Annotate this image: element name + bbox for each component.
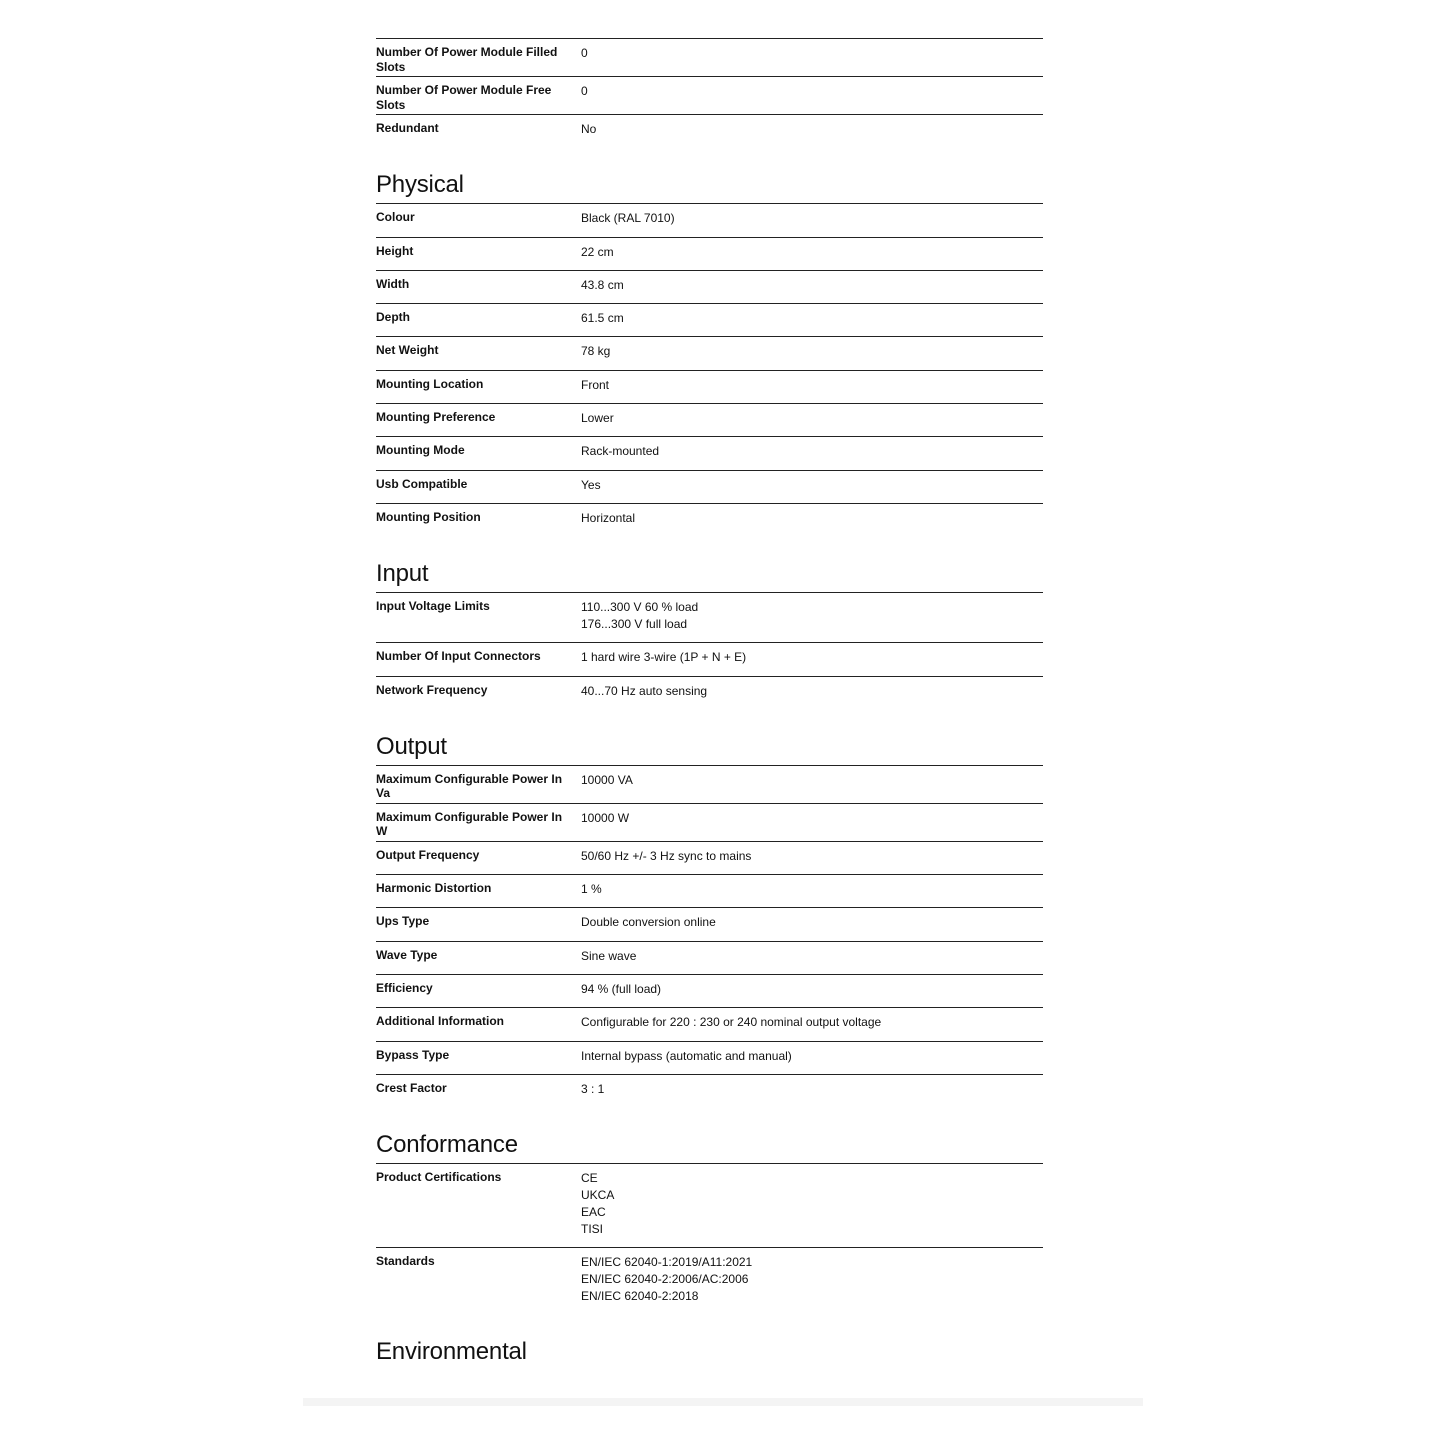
spec-value bbox=[581, 1042, 1043, 1065]
spec-label: Number Of Power Module Free Slots bbox=[376, 83, 552, 112]
spec-sheet bbox=[376, 38, 1043, 1370]
section-rows bbox=[376, 592, 1043, 709]
spec-label: Number Of Power Module Filled Slots bbox=[376, 45, 558, 74]
spec-value-line: 43.8 cm bbox=[581, 277, 624, 292]
spec-value bbox=[581, 677, 1043, 700]
spec-label: Mounting Preference bbox=[376, 410, 496, 425]
section-title: Environmental bbox=[376, 1338, 527, 1366]
spec-row bbox=[376, 38, 1043, 76]
spec-row bbox=[376, 841, 1043, 874]
section-title: Conformance bbox=[376, 1131, 518, 1159]
spec-value-line: Sine wave bbox=[581, 948, 637, 963]
spec-value bbox=[581, 404, 1043, 427]
spec-label: Additional Information bbox=[376, 1014, 504, 1029]
spec-label: Product Certifications bbox=[376, 1170, 502, 1185]
spec-value bbox=[581, 1164, 1043, 1238]
sections bbox=[376, 147, 1043, 1370]
spec-value bbox=[581, 942, 1043, 965]
spec-row bbox=[376, 370, 1043, 403]
section-title: Input bbox=[376, 560, 429, 588]
spec-value-line: No bbox=[581, 122, 597, 136]
spec-label: Wave Type bbox=[376, 947, 438, 962]
spec-label: Standards bbox=[376, 1254, 435, 1269]
spec-value-line: 0 bbox=[581, 46, 588, 60]
spec-label: Mounting Position bbox=[376, 509, 481, 524]
spec-value bbox=[581, 504, 1043, 527]
section-title: Physical bbox=[376, 171, 464, 199]
spec-row bbox=[376, 974, 1043, 1007]
spec-value-line: Lower bbox=[581, 411, 614, 426]
spec-label: Harmonic Distortion bbox=[376, 881, 492, 896]
spec-label: Network Frequency bbox=[376, 682, 488, 697]
spec-value-line: 22 cm bbox=[581, 244, 614, 259]
spec-value-line: EN/IEC 62040-1:2019/A11:2021 bbox=[581, 1255, 753, 1270]
spec-row bbox=[376, 76, 1043, 114]
top-rows bbox=[376, 38, 1043, 147]
section-physical bbox=[376, 147, 1043, 536]
spec-label: Maximum Configurable Power In Va bbox=[376, 771, 563, 801]
spec-value-line: EAC bbox=[581, 1205, 606, 1220]
section-rows bbox=[376, 203, 1043, 536]
spec-label: Redundant bbox=[376, 121, 439, 135]
spec-value bbox=[581, 271, 1043, 294]
spec-value-line: 50/60 Hz +/- 3 Hz sync to mains bbox=[581, 848, 752, 863]
spec-label: Output Frequency bbox=[376, 847, 480, 862]
spec-label: Colour bbox=[376, 210, 415, 225]
spec-row bbox=[376, 642, 1043, 675]
spec-value-line: 78 kg bbox=[581, 344, 611, 359]
spec-row bbox=[376, 403, 1043, 436]
spec-label: Maximum Configurable Power In W bbox=[376, 809, 563, 839]
section-conformance bbox=[376, 1107, 1043, 1314]
spec-value bbox=[581, 77, 1043, 100]
spec-label: Depth bbox=[376, 310, 410, 325]
spec-row bbox=[376, 270, 1043, 303]
spec-value-line: 1 hard wire 3-wire (1P + N + E) bbox=[581, 650, 747, 665]
spec-value bbox=[581, 471, 1043, 494]
spec-value bbox=[581, 204, 1043, 227]
spec-label: Usb Compatible bbox=[376, 476, 468, 491]
section-title: Output bbox=[376, 732, 447, 760]
spec-value bbox=[581, 371, 1043, 394]
spec-label: Height bbox=[376, 243, 414, 258]
spec-label: Width bbox=[376, 276, 410, 291]
footer-bar bbox=[303, 1398, 1143, 1406]
spec-value-line: Horizontal bbox=[581, 510, 636, 525]
spec-row bbox=[376, 237, 1043, 270]
spec-value bbox=[581, 842, 1043, 865]
spec-value-line: TISI bbox=[581, 1222, 604, 1237]
spec-value bbox=[581, 337, 1043, 360]
spec-row bbox=[376, 1074, 1043, 1107]
spec-label: Mounting Mode bbox=[376, 443, 465, 458]
spec-row bbox=[376, 676, 1043, 709]
spec-row bbox=[376, 203, 1043, 236]
spec-value-line: 94 % (full load) bbox=[581, 982, 662, 997]
spec-value-line: 10000 VA bbox=[581, 772, 633, 787]
spec-value-line: 110...300 V 60 % load bbox=[581, 600, 699, 615]
spec-value-line: Yes bbox=[581, 477, 601, 492]
spec-row bbox=[376, 1163, 1043, 1247]
section-rows bbox=[376, 765, 1043, 1107]
spec-row bbox=[376, 765, 1043, 803]
section-environmental bbox=[376, 1314, 1043, 1370]
spec-row bbox=[376, 907, 1043, 940]
spec-value bbox=[581, 304, 1043, 327]
spec-value-line: Black (RAL 7010) bbox=[581, 211, 675, 226]
spec-value bbox=[581, 1248, 1043, 1305]
spec-value-line: Internal bypass (automatic and manual) bbox=[581, 1048, 792, 1063]
spec-value-line: Configurable for 220 : 230 or 240 nominal output voltage bbox=[581, 1015, 882, 1030]
spec-value-line: 40...70 Hz auto sensing bbox=[581, 683, 708, 698]
spec-value-line: 3 : 1 bbox=[581, 1081, 605, 1096]
spec-row bbox=[376, 303, 1043, 336]
spec-value bbox=[581, 1075, 1043, 1098]
spec-value-line: 1 % bbox=[581, 882, 602, 897]
spec-value-line: EN/IEC 62040-2:2006/AC:2006 bbox=[581, 1272, 749, 1287]
spec-value bbox=[581, 766, 1043, 789]
spec-value-line: UKCA bbox=[581, 1188, 615, 1203]
spec-value-line: 61.5 cm bbox=[581, 311, 624, 326]
spec-value-line: Rack-mounted bbox=[581, 444, 660, 459]
spec-row bbox=[376, 436, 1043, 469]
section-input bbox=[376, 536, 1043, 709]
spec-value bbox=[581, 593, 1043, 633]
spec-value-line: 176...300 V full load bbox=[581, 617, 688, 632]
spec-value-line: EN/IEC 62040-2:2018 bbox=[581, 1289, 699, 1304]
spec-label: Input Voltage Limits bbox=[376, 599, 490, 614]
spec-row bbox=[376, 874, 1043, 907]
spec-value bbox=[581, 115, 1043, 138]
spec-value bbox=[581, 804, 1043, 827]
section-output bbox=[376, 709, 1043, 1107]
spec-row bbox=[376, 1247, 1043, 1314]
spec-value bbox=[581, 437, 1043, 460]
spec-label: Ups Type bbox=[376, 914, 430, 929]
spec-row bbox=[376, 1041, 1043, 1074]
spec-value bbox=[581, 238, 1043, 261]
spec-label: Efficiency bbox=[376, 981, 433, 996]
spec-row bbox=[376, 470, 1043, 503]
spec-row bbox=[376, 592, 1043, 642]
spec-row bbox=[376, 803, 1043, 841]
spec-row bbox=[376, 1007, 1043, 1040]
spec-value-line: 10000 W bbox=[581, 810, 630, 825]
spec-value bbox=[581, 39, 1043, 62]
spec-label: Net Weight bbox=[376, 343, 439, 358]
spec-label: Mounting Location bbox=[376, 376, 484, 391]
spec-value bbox=[581, 975, 1043, 998]
spec-value bbox=[581, 643, 1043, 666]
spec-value bbox=[581, 875, 1043, 898]
spec-value-line: Front bbox=[581, 377, 610, 392]
spec-value bbox=[581, 908, 1043, 931]
spec-value bbox=[581, 1008, 1043, 1031]
spec-row bbox=[376, 503, 1043, 536]
section-rows bbox=[376, 1163, 1043, 1314]
spec-label: Crest Factor bbox=[376, 1080, 447, 1095]
spec-row bbox=[376, 114, 1043, 147]
spec-value-line: Double conversion online bbox=[581, 915, 716, 930]
spec-row bbox=[376, 336, 1043, 369]
spec-label: Number Of Input Connectors bbox=[376, 649, 541, 664]
spec-value-line: 0 bbox=[581, 84, 588, 98]
spec-value-line: CE bbox=[581, 1171, 598, 1186]
spec-row bbox=[376, 941, 1043, 974]
spec-label: Bypass Type bbox=[376, 1047, 450, 1062]
